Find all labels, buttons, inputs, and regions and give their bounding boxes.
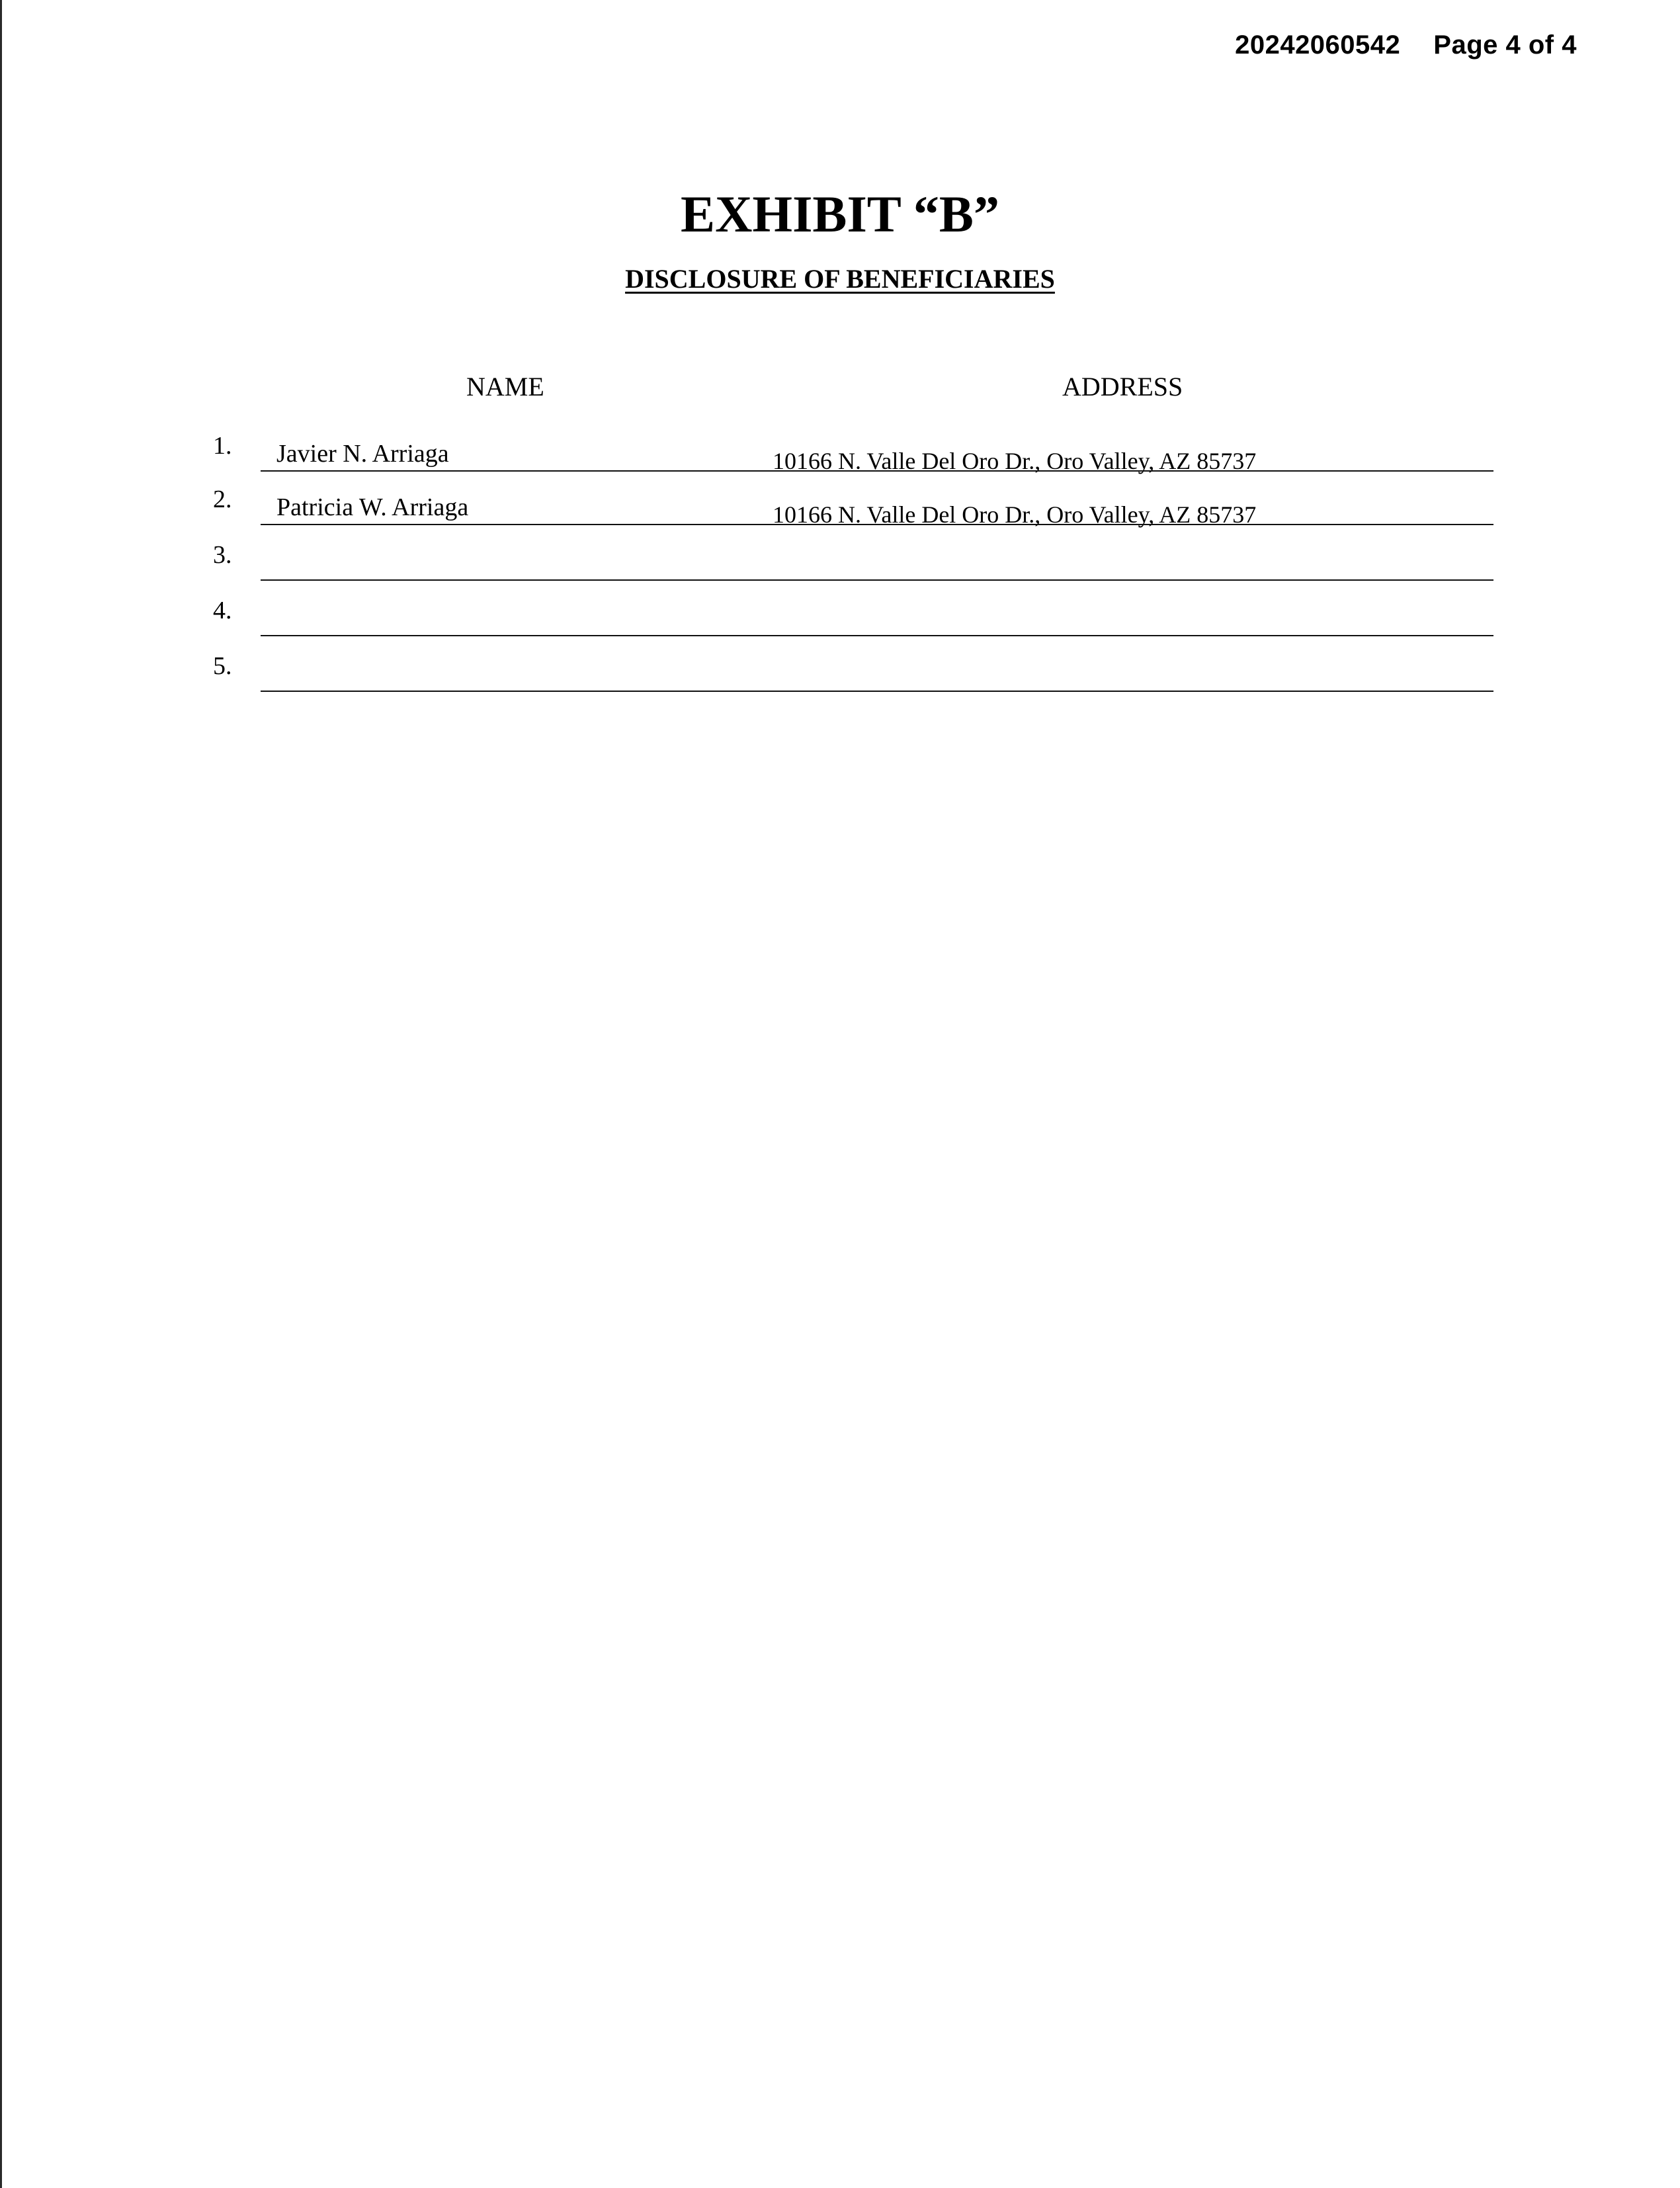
beneficiary-name: Javier N. Arriaga [276,440,449,468]
page-edge [0,0,2,2188]
page-indicator: Page 4 of 4 [1433,30,1577,60]
row-number: 2. [213,485,232,513]
address-column-header: ADDRESS [1062,372,1183,401]
row-number: 4. [213,597,232,624]
document-header [1235,30,1577,60]
beneficiary-row-2 [0,466,1680,528]
beneficiary-row-3 [0,521,1680,581]
row-number: 1. [213,432,232,460]
exhibit-subtitle [0,266,1680,292]
exhibit-title: EXHIBIT “B” [681,185,999,243]
beneficiary-address: 10166 N. Valle Del Oro Dr., Oro Valley, AZ 85737 [773,501,1257,528]
document-number: 20242060542 [1235,30,1401,60]
beneficiary-row-1 [0,412,1680,472]
subtitle-text: DISCLOSURE OF BENEFICIARIES [625,264,1055,294]
row-number: 5. [213,652,232,680]
beneficiary-row-5 [0,632,1680,692]
fill-in-line [261,691,1493,692]
beneficiary-name: Patricia W. Arriaga [276,493,469,521]
beneficiary-address: 10166 N. Valle Del Oro Dr., Oro Valley, AZ 85737 [773,448,1257,474]
beneficiary-row-4 [0,577,1680,636]
name-column-header: NAME [466,372,544,401]
row-number: 3. [213,541,232,569]
